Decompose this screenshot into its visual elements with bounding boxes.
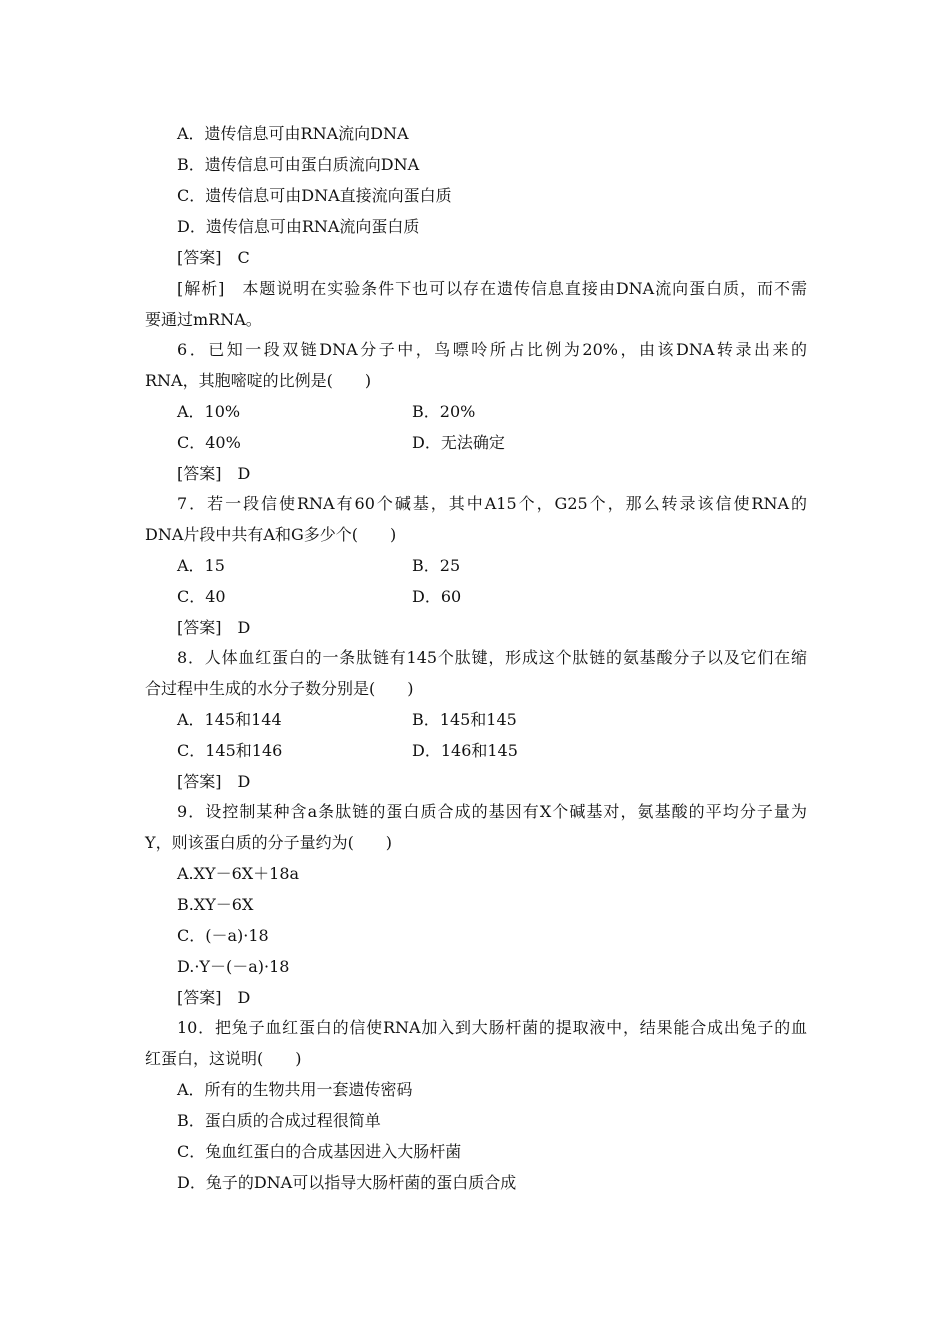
q7-option-b: B．25 xyxy=(412,556,461,575)
q5-option-d: D．遗传信息可由RNA流向蛋白质 xyxy=(177,217,420,236)
q7-option-c: C．40 xyxy=(177,587,226,606)
q10-option-a: A．所有的生物共用一套遗传密码 xyxy=(177,1080,413,1099)
q7-stem-line2: DNA片段中共有A和G多少个( ) xyxy=(145,525,397,544)
q9-stem-line1: 9．设控制某种含a条肽链的蛋白质合成的基因有X个碱基对，氨基酸的平均分子量为 xyxy=(177,802,807,821)
q8-stem-line1: 8．人体血红蛋白的一条肽链有145个肽键，形成这个肽链的氨基酸分子以及它们在缩 xyxy=(177,648,807,667)
q10-option-b: B．蛋白质的合成过程很简单 xyxy=(177,1111,381,1130)
q5-option-a: A．遗传信息可由RNA流向DNA xyxy=(177,124,409,143)
q10-stem-line1: 10．把兔子血红蛋白的信使RNA加入到大肠杆菌的提取液中，结果能合成出兔子的血 xyxy=(177,1018,807,1037)
q8-answer: [答案] D xyxy=(177,772,251,791)
q8-option-d: D．146和145 xyxy=(412,741,518,760)
q10-stem-line2: 红蛋白，这说明( ) xyxy=(145,1049,302,1068)
q10-option-d: D．兔子的DNA可以指导大肠杆菌的蛋白质合成 xyxy=(177,1173,517,1192)
q7-option-a: A．15 xyxy=(177,556,225,575)
q5-option-b: B．遗传信息可由蛋白质流向DNA xyxy=(177,155,420,174)
q8-stem-line2: 合过程中生成的水分子数分别是( ) xyxy=(145,679,414,698)
q7-option-d: D．60 xyxy=(412,587,462,606)
q6-option-c: C．40% xyxy=(177,433,241,452)
q9-answer: [答案] D xyxy=(177,988,251,1007)
q6-option-b: B．20% xyxy=(412,402,476,421)
q6-option-d: D．无法确定 xyxy=(412,433,505,452)
q10-option-c: C．兔血红蛋白的合成基因进入大肠杆菌 xyxy=(177,1142,462,1161)
q9-option-d: D.·Y－(－a)·18 xyxy=(177,957,290,976)
q7-stem-line1: 7．若一段信使RNA有60个碱基，其中A15个，G25个，那么转录该信使RNA的 xyxy=(177,494,807,513)
q9-option-b: B.XY－6X xyxy=(177,895,254,914)
q6-stem-line2: RNA，其胞嘧啶的比例是( ) xyxy=(145,371,372,390)
q6-stem-line1: 6．已知一段双链DNA分子中，鸟嘌呤所占比例为20%，由该DNA转录出来的 xyxy=(177,340,807,359)
q7-answer: [答案] D xyxy=(177,618,251,637)
q9-stem-line2: Y，则该蛋白质的分子量约为( ) xyxy=(145,833,393,852)
q6-option-a: A．10% xyxy=(177,402,241,421)
q8-option-a: A．145和144 xyxy=(177,710,282,729)
q8-option-b: B．145和145 xyxy=(412,710,517,729)
q9-option-c: C．(－a)·18 xyxy=(177,926,269,945)
q5-analysis-line1: [解析] 本题说明在实验条件下也可以存在遗传信息直接由DNA流向蛋白质，而不需 xyxy=(177,279,807,298)
q8-option-c: C．145和146 xyxy=(177,741,283,760)
q5-answer: [答案] C xyxy=(177,248,250,267)
q5-analysis-line2: 要通过mRNA。 xyxy=(145,310,262,329)
q6-answer: [答案] D xyxy=(177,464,251,483)
q5-option-c: C．遗传信息可由DNA直接流向蛋白质 xyxy=(177,186,452,205)
q9-option-a: A.XY－6X＋18a xyxy=(177,864,300,883)
